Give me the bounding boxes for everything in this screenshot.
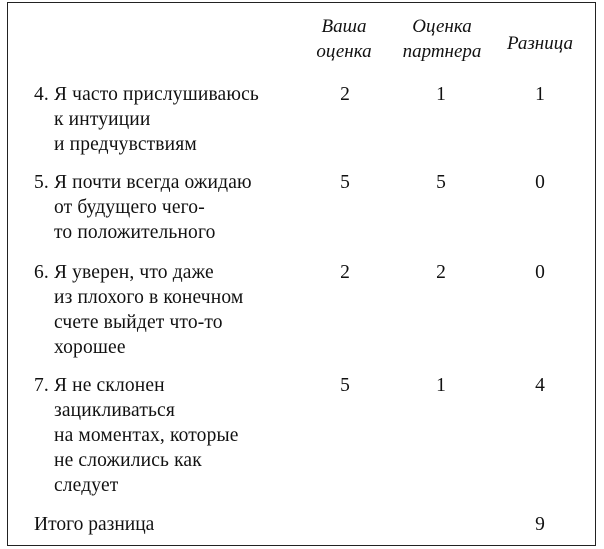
statement-5-line-3: то положительного [54, 222, 216, 243]
statement-7-line-4: не сложились как [54, 450, 202, 471]
row-7-partner-score: 1 [436, 375, 446, 396]
header-own-score [304, 14, 384, 64]
statement-7-line-3: на моментах, которые [54, 425, 239, 446]
row-6-partner-score: 2 [436, 262, 446, 283]
row-6-own-score: 2 [340, 262, 350, 283]
statement-5 [34, 170, 252, 245]
header-own-line-1: Ваша [321, 16, 367, 37]
statement-5-line-1: 5. Я почти всегда ожидаю [34, 172, 252, 193]
row-6-difference: 0 [535, 262, 545, 283]
header-own-line-2: оценка [316, 41, 372, 62]
row-5-difference: 0 [535, 172, 545, 193]
statement-6-line-3: счете выйдет что-то [54, 312, 223, 333]
statement-7-line-1: 7. Я не склонен [34, 375, 165, 396]
header-difference [494, 31, 586, 56]
header-partner-line-1: Оценка [412, 16, 472, 37]
statement-6-line-1: 6. Я уверен, что даже [34, 262, 214, 283]
statement-6-line-4: хорошее [54, 337, 126, 358]
row-7-own-score: 5 [340, 375, 350, 396]
statement-4-line-1: 4. Я часто прислушиваюсь [34, 84, 259, 105]
statement-4-line-2: к интуиции [54, 109, 151, 130]
row-7-difference: 4 [535, 375, 545, 396]
statement-6 [34, 260, 243, 360]
row-4-own-score: 2 [340, 84, 350, 105]
row-4-partner-score: 1 [436, 84, 446, 105]
statement-5-line-2: от будущего чего- [54, 197, 205, 218]
header-diff-line-1: Разница [507, 33, 573, 54]
total-value: 9 [535, 514, 545, 535]
row-5-partner-score: 5 [436, 172, 446, 193]
row-5-own-score: 5 [340, 172, 350, 193]
header-partner-line-2: партнера [402, 41, 482, 62]
header-partner-score [392, 14, 492, 64]
statement-4 [34, 82, 259, 157]
statement-7-line-2: зацикливаться [54, 400, 175, 421]
statement-4-line-3: и предчувствиям [54, 134, 197, 155]
statement-7-line-5: следует [54, 475, 119, 496]
row-4-difference: 1 [535, 84, 545, 105]
statement-7 [34, 373, 239, 498]
total-label: Итого разница [34, 514, 155, 535]
statement-6-line-2: из плохого в конечном [54, 287, 244, 308]
